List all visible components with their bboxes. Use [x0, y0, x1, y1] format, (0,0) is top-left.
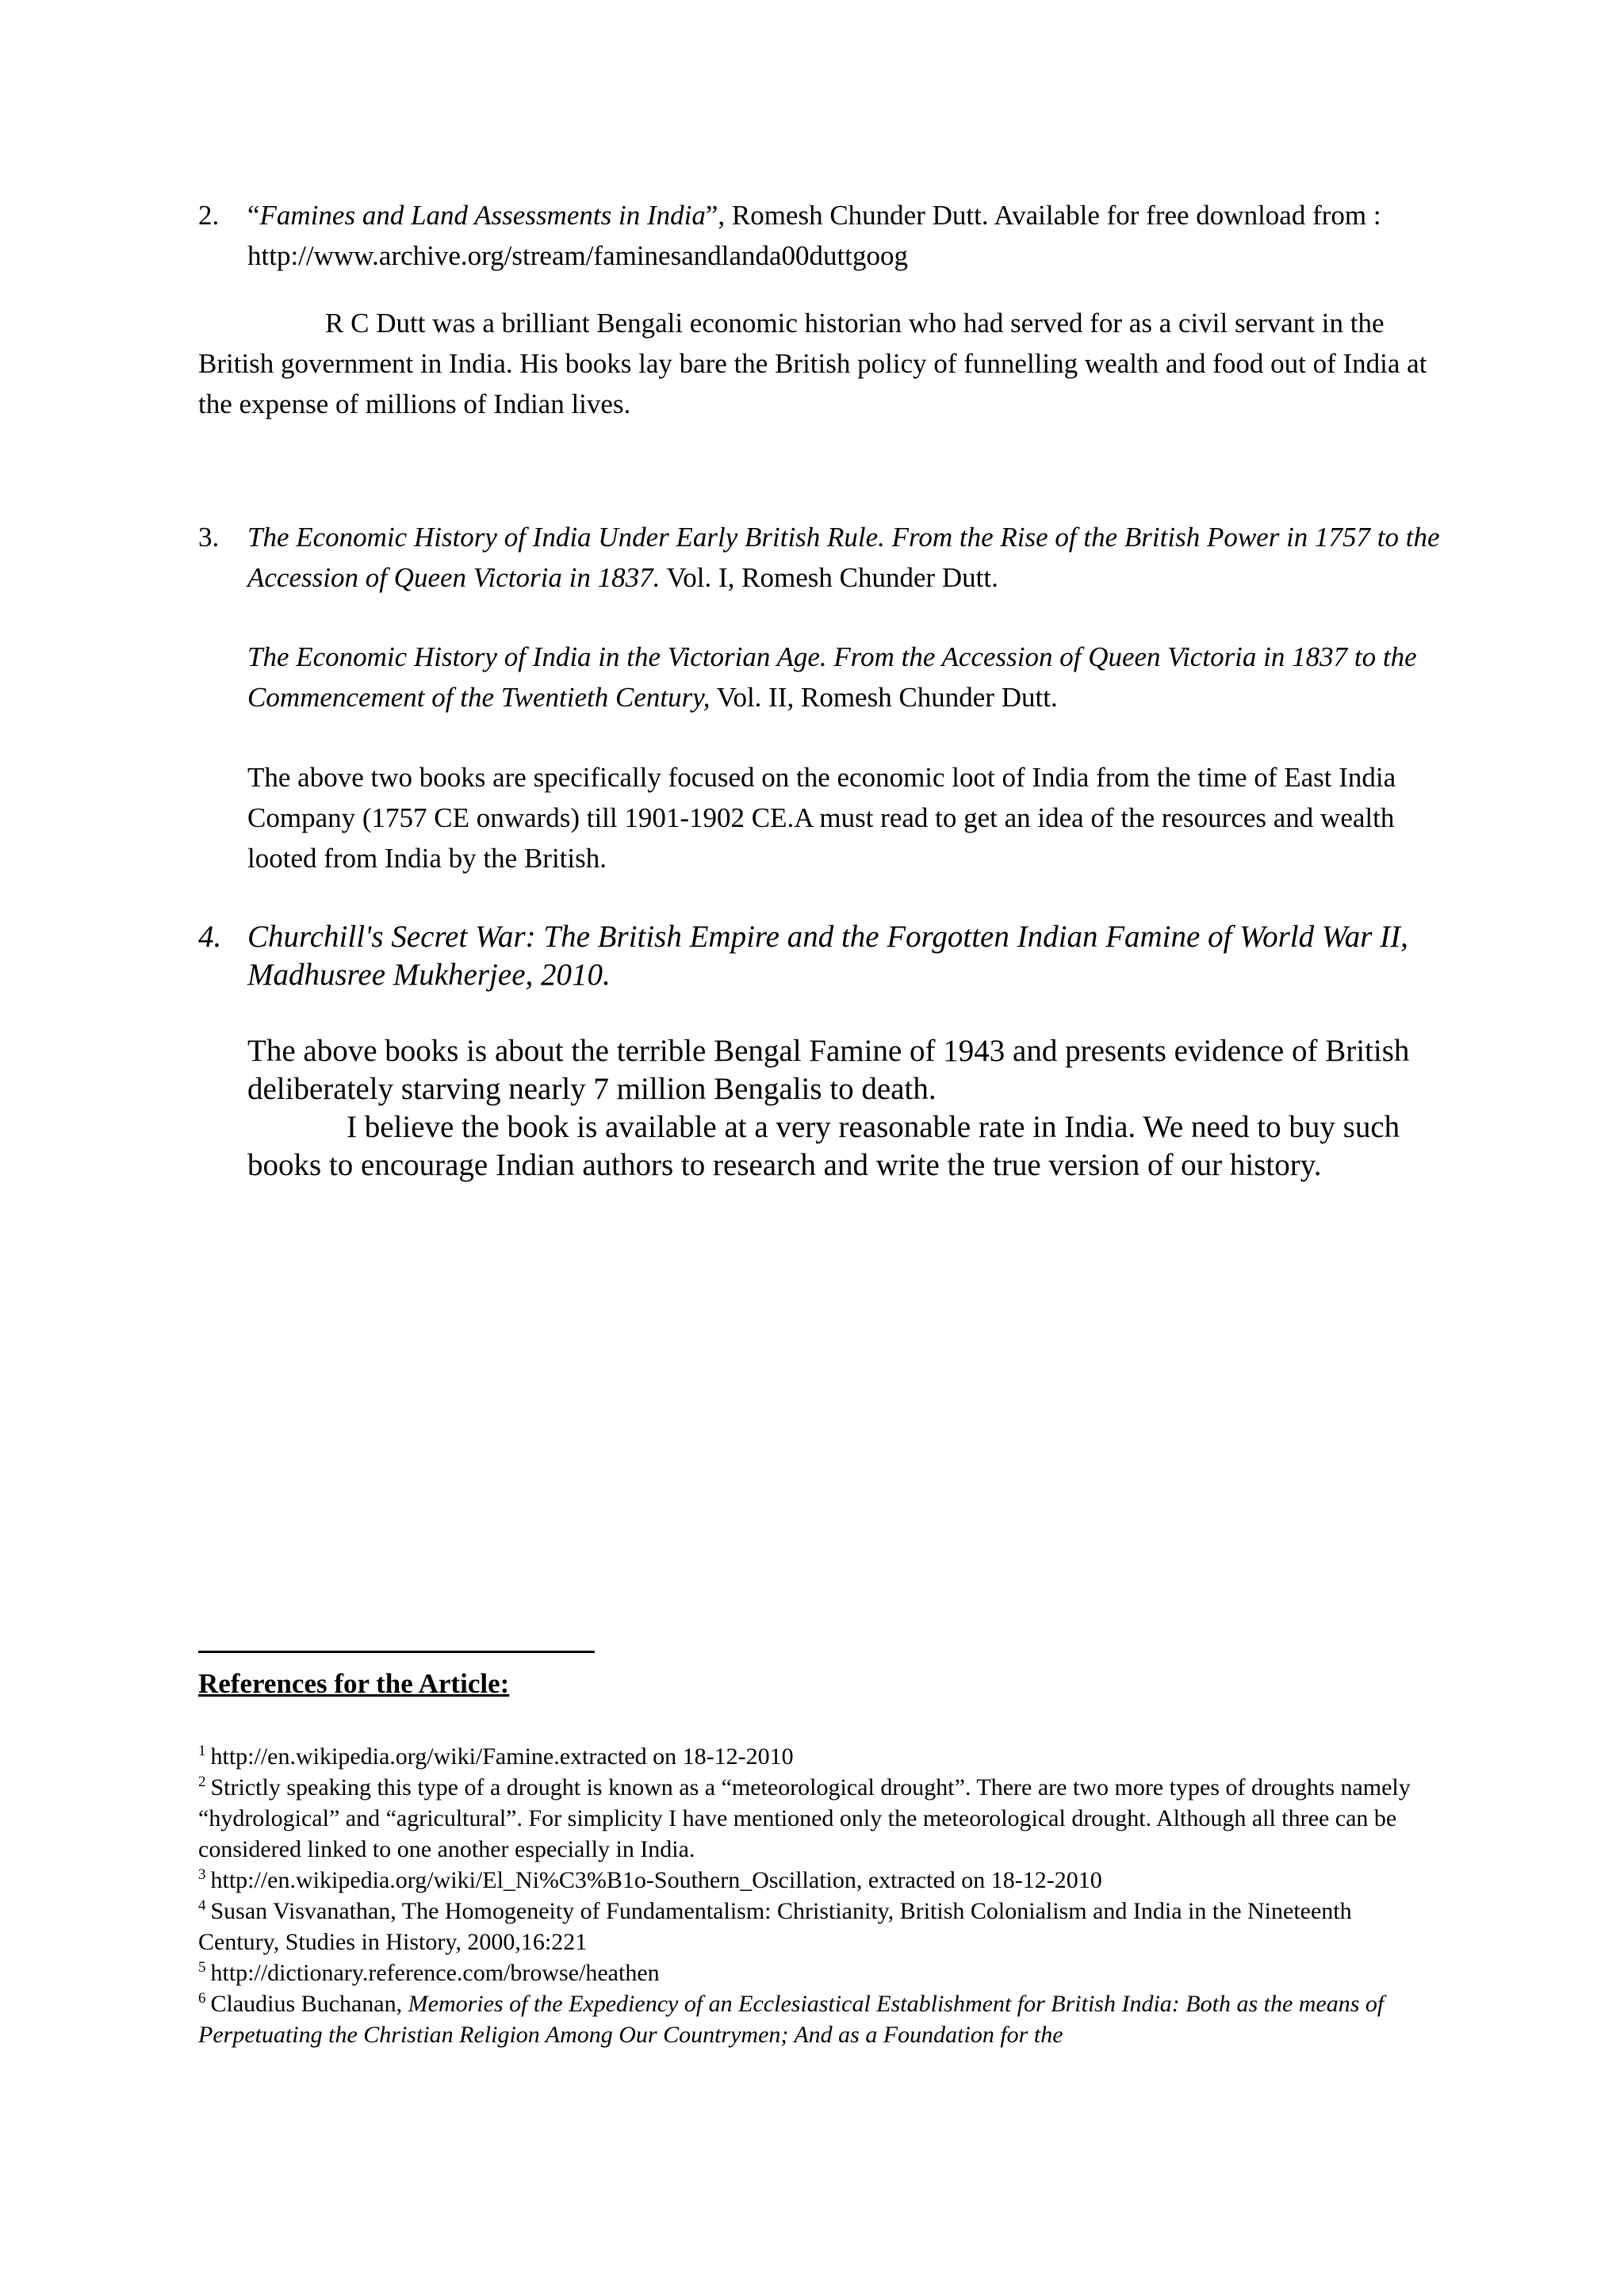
footnote-number: 4: [198, 1897, 206, 1914]
book-title-famines: Famines and Land Assessments in India: [259, 200, 706, 231]
footnote-author: Claudius Buchanan,: [210, 1991, 408, 2017]
list-item-4: [198, 918, 1453, 994]
list-item-3-book2: [247, 637, 1453, 718]
footnote-text: Strictly speaking this type of a drought is known as a “meteorological drought”. There are two more types of droughts namely “hydrological” and “agricultural”. For simplicity I have mentioned only the meteorological drought. Although all three can be considered linked to one another especially in India.: [198, 1774, 1411, 1862]
footnote-number: 2: [198, 1774, 206, 1790]
list-number-3: 3.: [198, 522, 220, 553]
book-title-economic-history-vol2: The Economic History of India in the Victorian Age. From the Accession of Queen Victoria in 1837 to the Commencement of the Twentieth Century,: [247, 641, 1417, 713]
footnote-book-title: Memories of the Expediency of an Ecclesiastical Establishment for British India: Both as the means of Perpetuating the Christian Religion Among Our Countrymen; And as a Foundation for the: [198, 1991, 1385, 2048]
footnote-5: [198, 1957, 1435, 1988]
list-item-4-description: [247, 1032, 1453, 1184]
footnote-number: 1: [198, 1743, 206, 1759]
footnote-number: 5: [198, 1959, 206, 1976]
footnote-1: [198, 1741, 1435, 1772]
footnote-text: http://en.wikipedia.org/wiki/Famine.extracted on 18-12-2010: [210, 1743, 794, 1770]
footnote-text: http://dictionary.reference.com/browse/heathen: [210, 1960, 660, 1986]
dutt-paragraph: R C Dutt was a brilliant Bengali economic historian who had served for as a civil servant in the British government in India. His books lay bare the British policy of funnelling wealth and food out of India at the expense of millions of Indian lives.: [198, 308, 1427, 419]
list-number-2: 2.: [198, 200, 220, 231]
bengal-famine-description: The above books is about the terrible Bengal Famine of 1943 and presents evidence of British deliberately starving nearly 7 million Bengalis to death.: [247, 1034, 1410, 1106]
footnote-number: 3: [198, 1866, 206, 1883]
references-heading: References for the Article:: [198, 1668, 510, 1699]
footnote-4: [198, 1896, 1435, 1957]
book-title-economic-history-vol1: The Economic History of India Under Early British Rule. From the Rise of the British Power in 1757 to the Accession of Queen Victoria in 1837.: [247, 522, 1440, 593]
book-details-vol1: Vol. I, Romesh Chunder Dutt.: [660, 562, 998, 593]
footnote-3: [198, 1865, 1435, 1896]
list-item-3: [198, 517, 1453, 598]
footnote-separator: [198, 1651, 595, 1653]
book-details-famines: ”, Romesh Chunder Dutt. Available for free download from : http://www.archive.org/stream/faminesandlanda00duttgoog: [247, 200, 1381, 271]
book-title-churchills-secret-war: Churchill's Secret War: The British Empire and the Forgotten Indian Famine of World War II, Madhusree Mukherjee, 2010.: [247, 920, 1408, 992]
open-quote: “: [247, 200, 260, 231]
footnote-2: [198, 1772, 1435, 1865]
footnote-text: Susan Visvanathan, The Homogeneity of Fundamentalism: Christianity, British Colonialism and India in the Nineteenth Century, Studies in History, 2000,16:221: [198, 1898, 1352, 1955]
footnotes-list: [198, 1741, 1435, 2050]
list-number-4: 4.: [198, 920, 222, 954]
list-item-2: [198, 195, 1453, 276]
footnote-text: http://en.wikipedia.org/wiki/El_Ni%C3%B1o-Southern_Oscillation, extracted on 18-12-2010: [210, 1867, 1102, 1893]
footnote-6: [198, 1988, 1435, 2050]
book-details-vol2: Vol. II, Romesh Chunder Dutt.: [710, 682, 1058, 713]
buy-books-note: I believe the book is available at a very reasonable rate in India. We need to buy such books to encourage Indian authors to research and write the true version of our history.: [247, 1110, 1400, 1182]
footnote-number: 6: [198, 1990, 206, 2007]
list-item-3-description: The above two books are specifically focused on the economic loot of India from the time of East India Company (1757 CE onwards) till 1901-1902 CE.A must read to get an idea of the resources and wealth looted from India by the British.: [247, 762, 1396, 874]
